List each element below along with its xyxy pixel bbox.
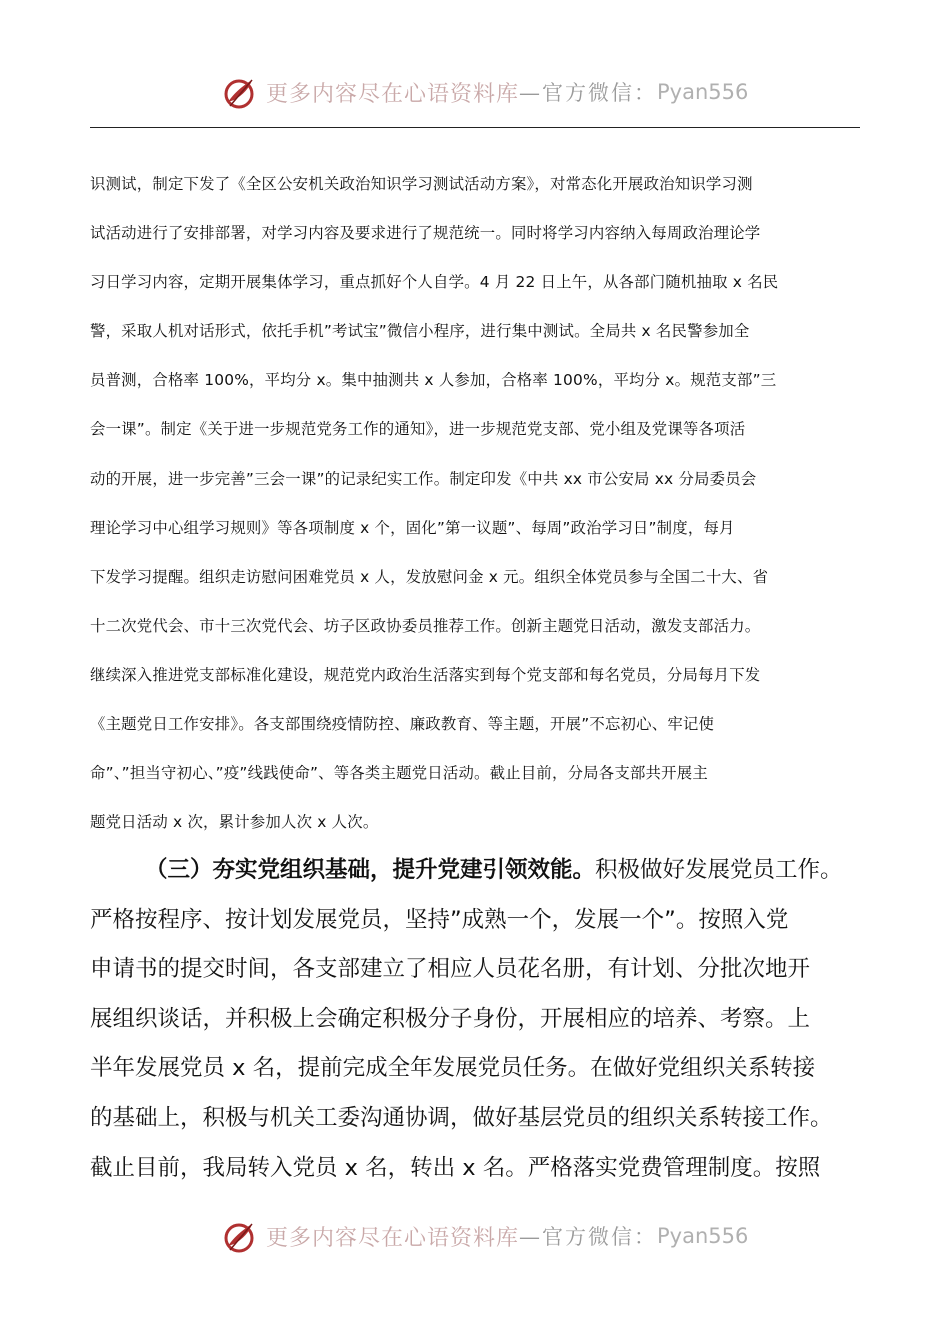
- text-line: 习日学习内容，定期开展集体学习，重点抓好个人自学。4 月 22 日上午，从各部门随机抽取 x 名民: [90, 273, 779, 292]
- text-line: 警，采取人机对话形式，依托手机”考试宝”微信小程序，进行集中测试。全局共 x 名民警参加全: [90, 322, 750, 341]
- section-3-first-sentence: 积极做好发展党员工作。: [595, 857, 843, 883]
- text-line: 识测试，制定下发了《全区公安机关政治知识学习测试活动方案》，对常态化开展政治知识学习测: [90, 175, 753, 193]
- text-line: 《主题党日工作安排》。各支部围绕疫情防控、廉政教育、等主题，开展”不忘初心、牢记使: [90, 715, 715, 734]
- watermark-subtitle: —官方微信：: [519, 1225, 658, 1249]
- text-line: 继续深入推进党支部标准化建设，规范党内政治生活落实到每个党支部和每名党员，分局每月下发: [90, 665, 761, 684]
- text-line: 十二次党代会、市十三次党代会、坊子区政协委员推荐工作。创新主题党日活动，激发支部活力。: [90, 616, 761, 635]
- text-line: 半年发展党员 x 名，提前完成全年发展党员任务。在做好党组织关系转接: [90, 1055, 816, 1082]
- watermark-wechat-id: Pyan556: [657, 80, 749, 104]
- watermark-wechat-id: Pyan556: [657, 1224, 749, 1248]
- watermark-title: 更多内容尽在心语资料库: [266, 1225, 520, 1251]
- section-3-first-line: [90, 846, 870, 896]
- section-3: [90, 846, 870, 1193]
- text-line: 的基础上，积极与机关工委沟通协调，做好基层党员的组织关系转接工作。: [90, 1104, 833, 1131]
- watermark-title: 更多内容尽在心语资料库: [266, 81, 520, 107]
- text-line: 截止目前，我局转入党员 x 名，转出 x 名。严格落实党费管理制度。按照: [90, 1154, 821, 1181]
- footer-watermark: [0, 1212, 950, 1262]
- text-line: 会一课”。制定《关于进一步规范党务工作的通知》，进一步规范党支部、党小组及党课等各项活: [90, 420, 746, 439]
- header-divider: [90, 127, 860, 128]
- body-text-small: [90, 160, 870, 847]
- text-line: 严格按程序、按计划发展党员，坚持”成熟一个，发展一个”。按照入党: [90, 906, 789, 933]
- header-watermark: [0, 68, 950, 118]
- section-3-heading: （三）夯实党组织基础，提升党建引领效能。: [145, 857, 596, 883]
- quill-logo-icon: [222, 72, 262, 112]
- quill-logo-icon: [222, 1216, 262, 1256]
- text-line: 理论学习中心组学习规则》等各项制度 x 个，固化”第一议题”、每周”政治学习日”制度，每月: [90, 518, 735, 537]
- text-line: 下发学习提醒。组织走访慰问困难党员 x 人，发放慰问金 x 元。组织全体党员参与全国二十大、省: [90, 567, 769, 586]
- text-line: 题党日活动 x 次，累计参加人次 x 人次。: [90, 813, 379, 832]
- text-line: 动的开展，进一步完善”三会一课”的记录纪实工作。制定印发《中共 xx 市公安局 xx 分局委员会: [90, 469, 757, 488]
- text-line: 试活动进行了安排部署，对学习内容及要求进行了规范统一。同时将学习内容纳入每周政治理论学: [90, 224, 761, 243]
- watermark-subtitle: —官方微信：: [519, 81, 658, 105]
- text-line: 展组织谈话，并积极上会确定积极分子身份，开展相应的培养、考察。上: [90, 1005, 811, 1032]
- text-line: 命”、”担当守初心、”疫”线践使命”、等各类主题党日活动。截止目前，分局各支部共开展主: [90, 764, 708, 783]
- text-line: 员普测，合格率 100%，平均分 x。集中抽测共 x 人参加，合格率 100%，平均分 x。规范支部”三: [90, 371, 777, 390]
- text-line: 申请书的提交时间，各支部建立了相应人员花名册，有计划、分批次地开: [90, 956, 811, 983]
